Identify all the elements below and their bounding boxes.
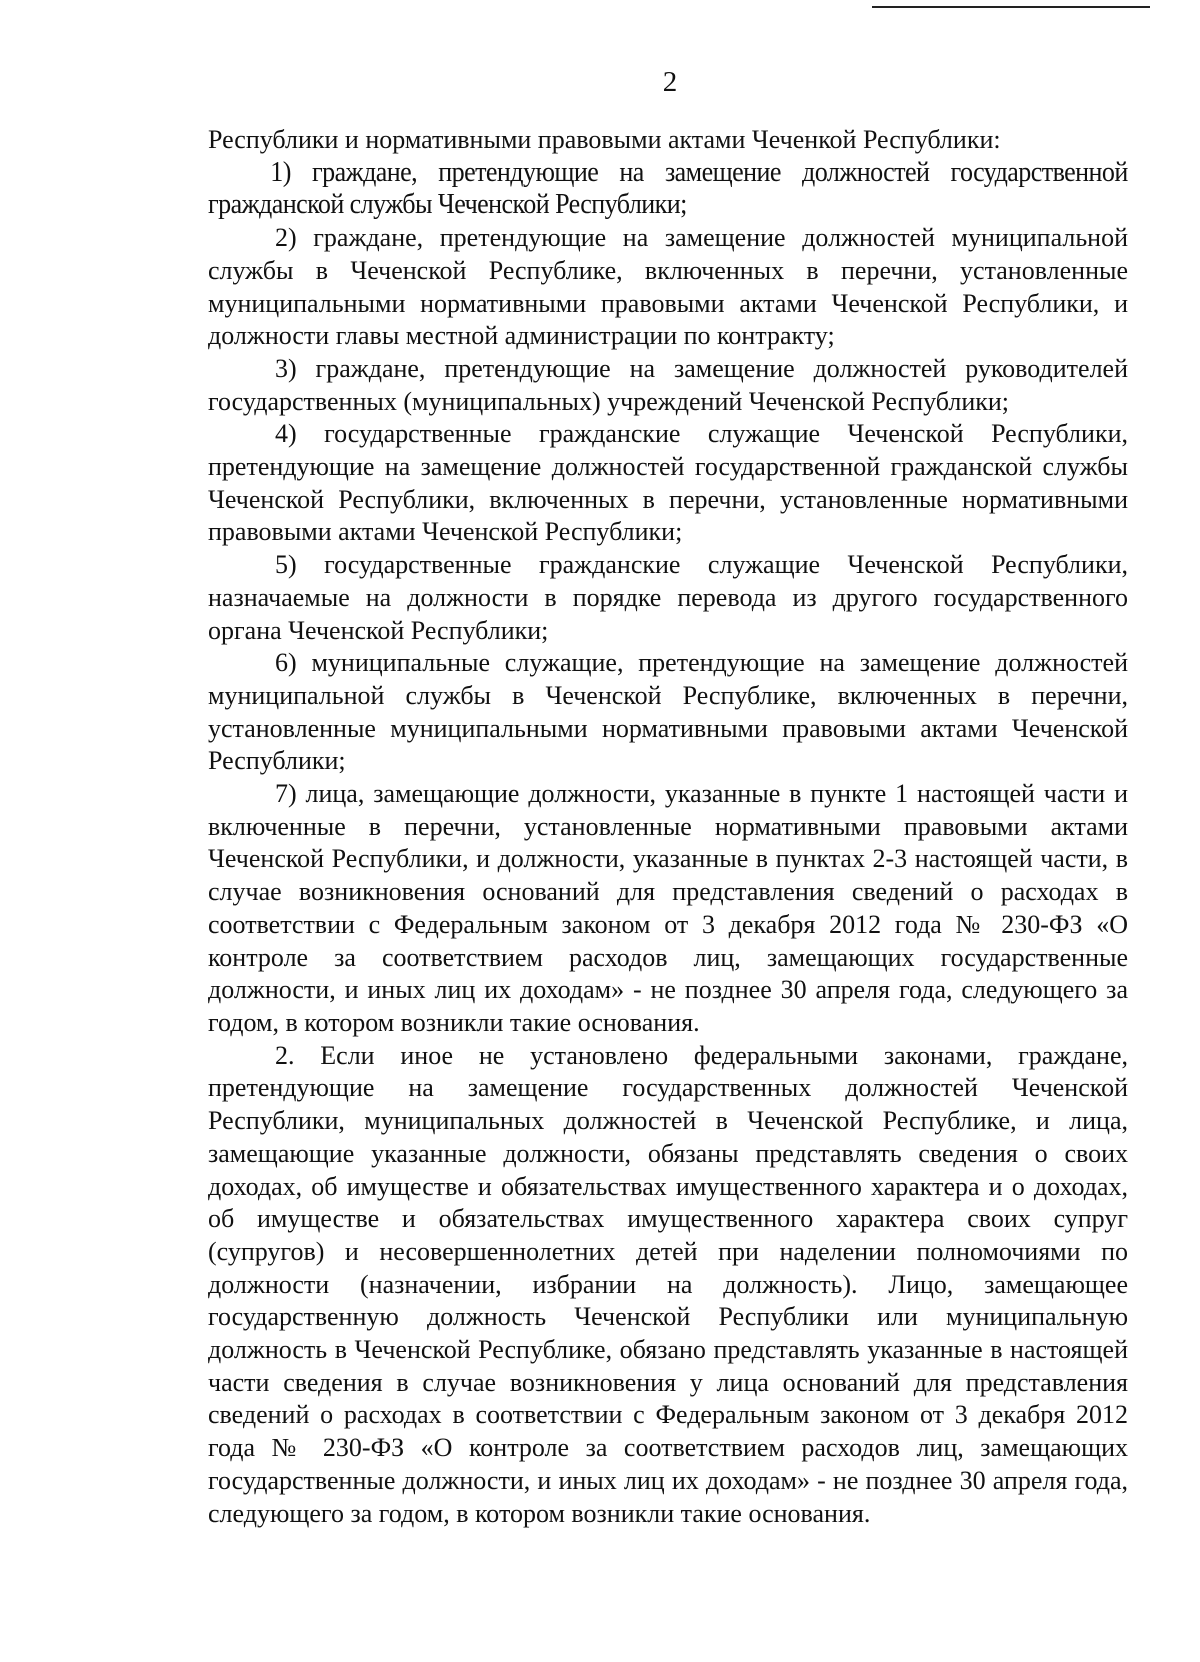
paragraph-item-5: 5) государственные гражданские служащие Чеченской Республики, назначаемые на должности в порядке перевода из другого государственного органа Чеченской Республики; [208, 550, 1128, 645]
paragraph-item-4: 4) государственные гражданские служащие Чеченской Республики, претендующие на замещение должностей государственной гражданской службы Чеченской Республики, включенных в перечни, установленные нормативными правовыми актами Чеченской Республики; [208, 419, 1128, 547]
paragraph-part-2: 2. Если иное не установлено федеральными законами, граждане, претендующие на замещение государственных должностей Чеченской Республики, муниципальных должностей в Чеченской Республике, и лица, замещающие указанные должности, обязаны представлять сведения о своих доходах, об имуществе и обязательствах имущественного характера и о доходах, об имуществе и обязательствах имущественного характера своих супруг (супругов) и несовершеннолетних детей при наделении полномочиями по должности (назначении, избрании на должность). Лицо, замещающее государственную должность Чеченской Республики или муниципальную должность в Чеченской Республике, обязано представлять указанные в настоящей части сведения в случае возникновения у лица оснований для представления сведений о расходах в соответствии с Федеральным законом от 3 декабря 2012 года № 230-ФЗ «О контроле за соответствием расходов лиц, замещающих государственные должности, и иных лиц их доходам» - не позднее 30 апреля года, следующего за годом, в котором возникли такие основания. [208, 1040, 1128, 1528]
document-body [208, 124, 1128, 1530]
paragraph-item-7: 7) лица, замещающие должности, указанные в пункте 1 настоящей части и включенные в перечни, установленные нормативными правовыми актами Чеченской Республики, и должности, указанные в пунктах 2-3 настоящей части, в случае возникновения оснований для представления сведений о расходах в соответствии с Федеральным законом от 3 декабря 2012 года № 230-ФЗ «О контроле за соответствием расходов лиц, замещающих государственные должности, и иных лиц их доходам» - не позднее 30 апреля года, следующего за годом, в котором возникли такие основания. [208, 779, 1128, 1037]
paragraph-continuation: Республики и нормативными правовыми актами Чеченкой Республики: [208, 125, 1001, 154]
page-number: 2 [662, 66, 678, 98]
paragraph-item-1: 1) граждане, претендующие на замещение должностей государственной гражданской службы Чеченской Республики; [208, 156, 1128, 221]
top-edge-rule [872, 6, 1150, 8]
paragraph-item-3: 3) граждане, претендующие на замещение должностей руководителей государственных (муниципальных) учреждений Чеченской Республики; [208, 353, 1128, 416]
paragraph-item-6: 6) муниципальные служащие, претендующие на замещение должностей муниципальной службы в Чеченской Республике, включенных в перечни, установленные муниципальными нормативными правовыми актами Чеченской Республики; [208, 648, 1128, 776]
paragraph-item-2: 2) граждане, претендующие на замещение должностей муниципальной службы в Чеченской Республике, включенных в перечни, установленные муниципальными нормативными правовыми актами Чеченской Республики, и должности главы местной администрации по контракту; [208, 223, 1128, 351]
